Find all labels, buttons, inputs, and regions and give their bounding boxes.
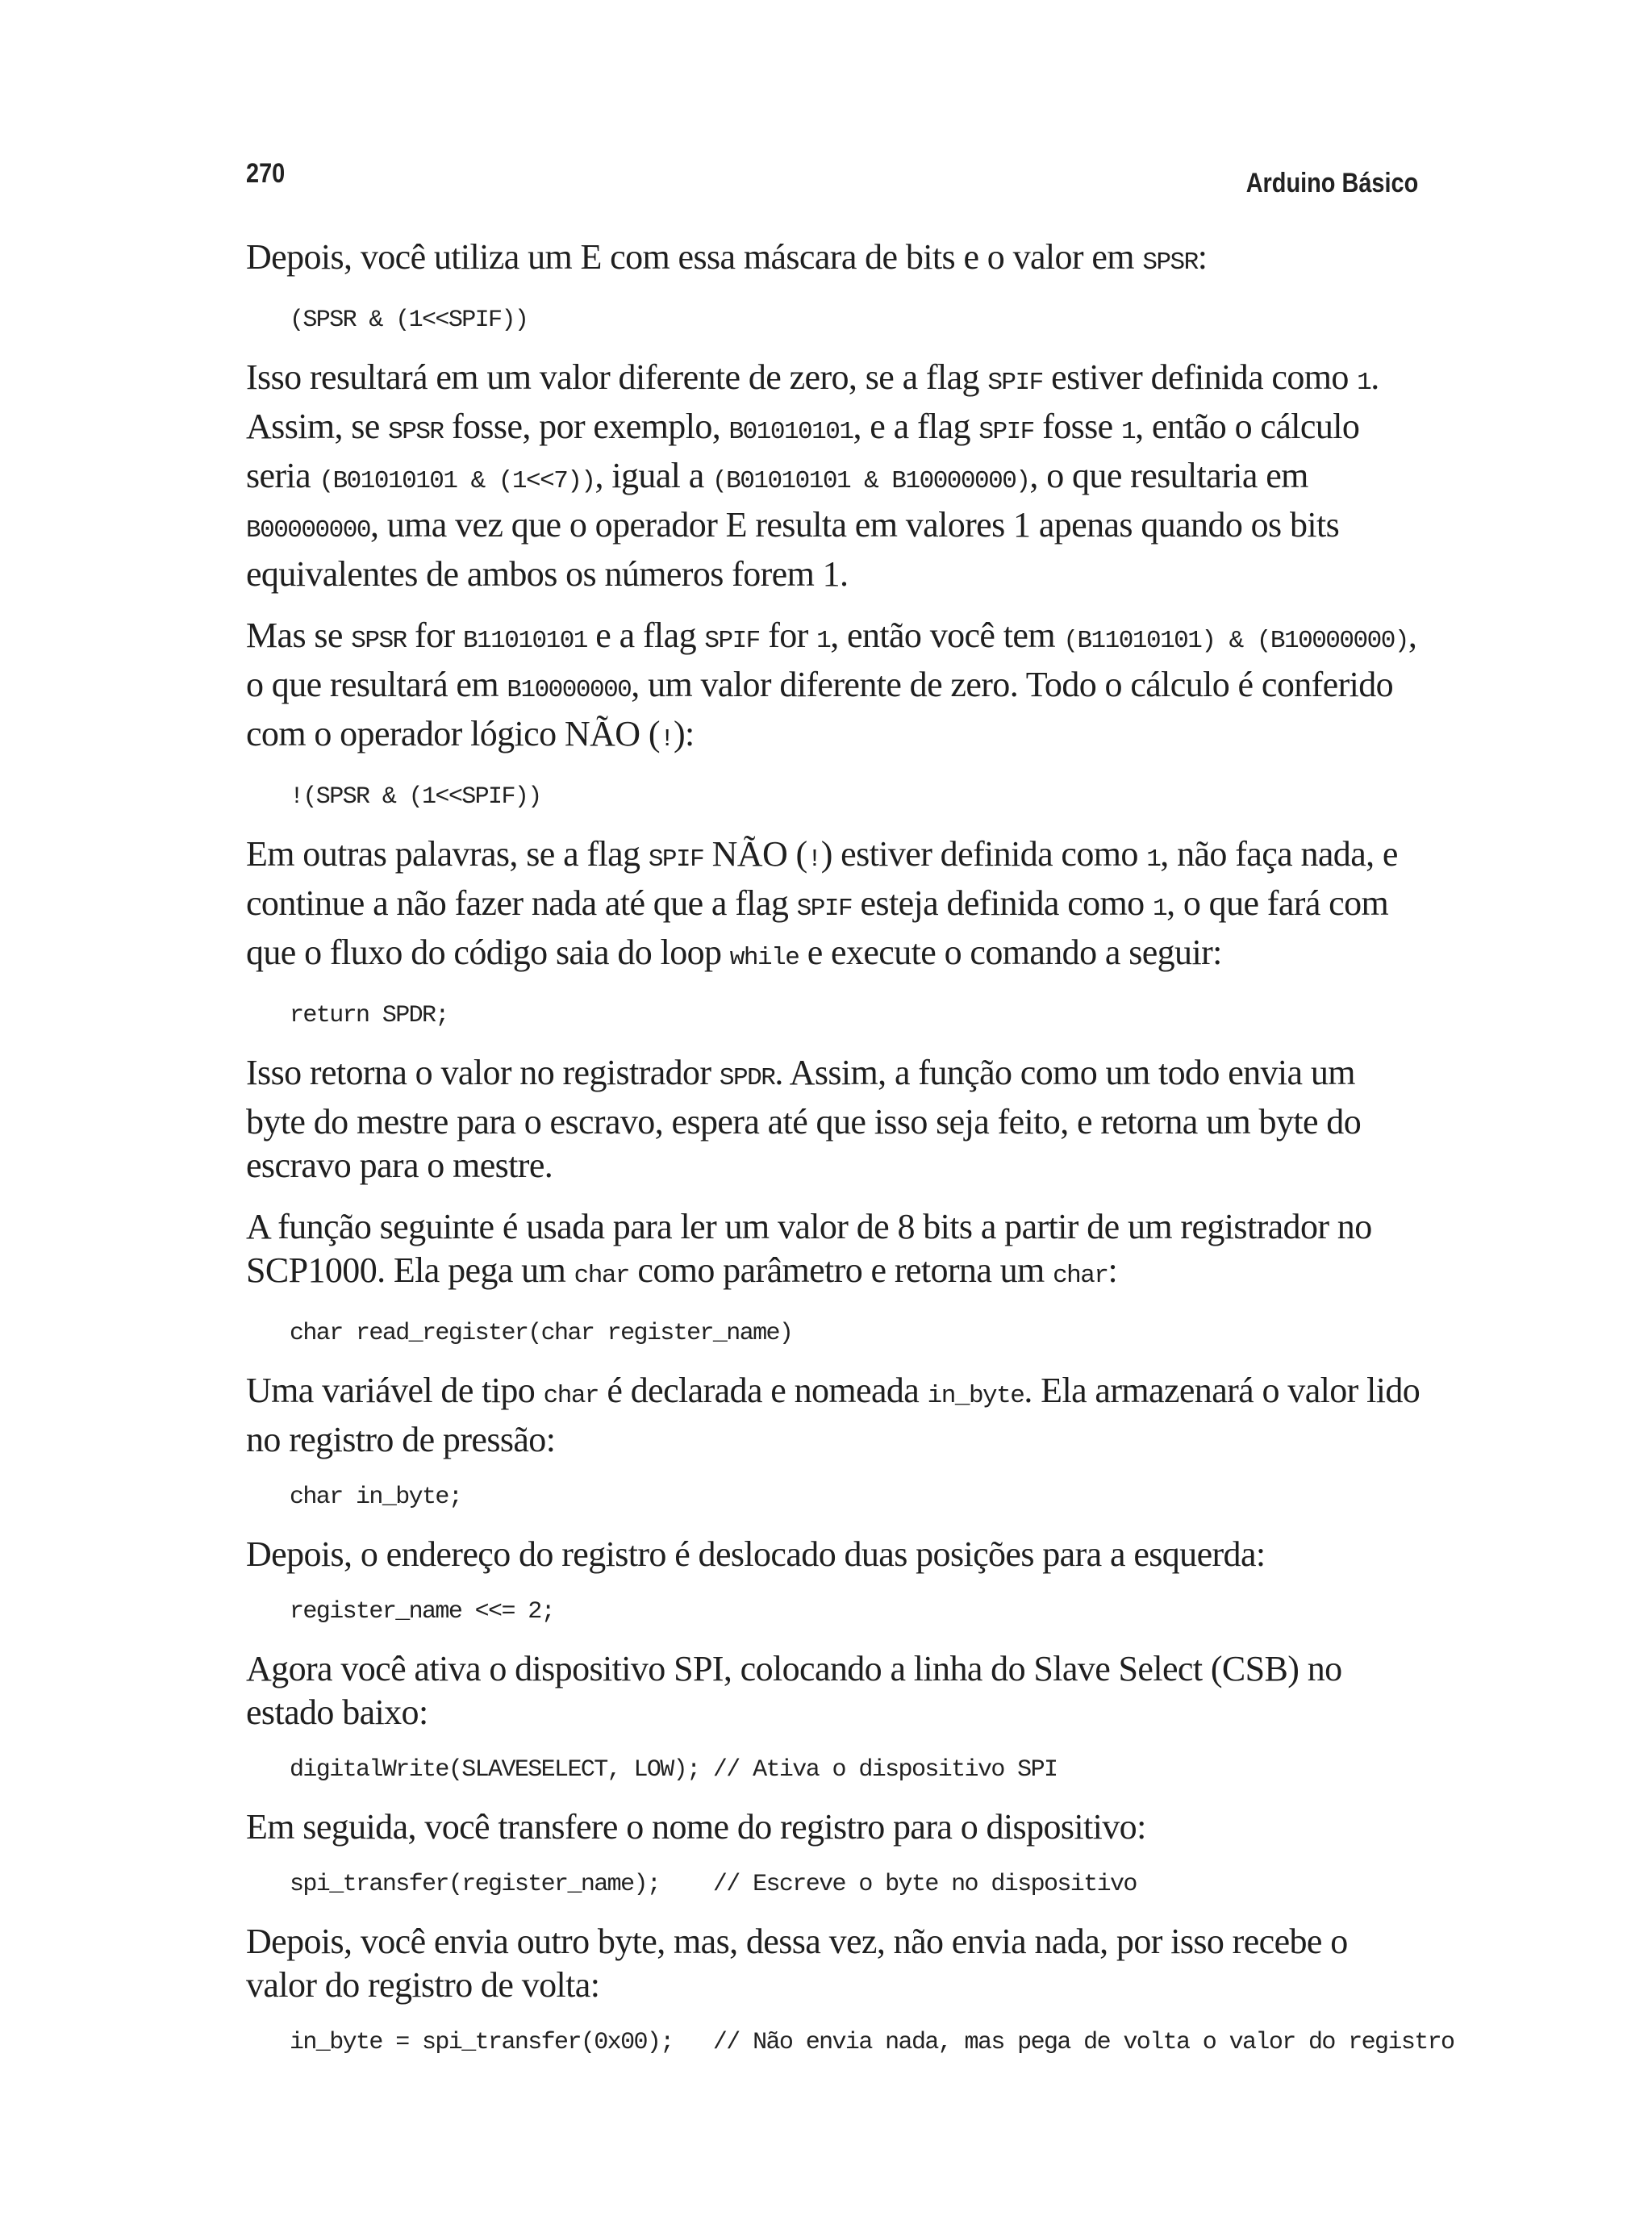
inline-code: char xyxy=(1053,1262,1108,1290)
body-text xyxy=(246,236,1454,2078)
code-line-9: in_byte = spi_transfer(0x00); // Não envia nada, mas pega de volta o valor do registro xyxy=(290,2029,1454,2056)
inline-code: 1 xyxy=(1121,418,1136,446)
code-line-8: spi_transfer(register_name); // Escreve o byte no dispositivo xyxy=(290,1871,1137,1898)
inline-code: SPSR xyxy=(351,627,407,655)
inline-code: char xyxy=(574,1262,630,1290)
paragraph-5: Isso retorna o valor no registrador SPDR. Assim, a função como um todo envia um byte do mestre para o escravo, espera até que isso seja feito, e retorna um byte do escravo para o mestre. xyxy=(246,1053,1362,1185)
code-line-5: char in_byte; xyxy=(290,1484,462,1511)
paragraph-1: Depois, você utiliza um E com essa máscara de bits e o valor em SPSR: xyxy=(246,237,1208,277)
inline-code: B10000000 xyxy=(507,676,632,704)
inline-code: B11010101 xyxy=(462,627,587,655)
running-title: Arduino Básico xyxy=(1245,168,1418,198)
inline-code: ! xyxy=(659,725,674,753)
inline-code: B00000000 xyxy=(246,516,370,545)
inline-code: SPSR xyxy=(388,418,444,446)
inline-code: SPIF xyxy=(987,369,1043,397)
paragraph-2: Isso resultará em um valor diferente de zero, se a flag SPIF estiver definida como 1. Assim, se SPSR fosse, por exemplo, B01010101, e a flag SPIF fosse 1, então o cálculo seria (B01010101 & (1<<7)), igual a (B01010101 & B10000000), o que resultaria em B00000000, uma vez que o operador E resulta em valores 1 apenas quando os bits equivalentes de ambos os números forem 1. xyxy=(246,357,1379,594)
inline-code: SPIF xyxy=(796,895,853,923)
code-line-1: (SPSR & (1<<SPIF)) xyxy=(290,307,528,334)
paragraph-11: Depois, você envia outro byte, mas, dessa vez, não envia nada, por isso recebe o valor do registro de volta: xyxy=(246,1922,1348,2005)
code-line-7: digitalWrite(SLAVESELECT, LOW); // Ativa o dispositivo SPI xyxy=(290,1756,1058,1784)
inline-code: SPIF xyxy=(648,845,704,874)
inline-code: SPIF xyxy=(978,418,1034,446)
inline-code: 1 xyxy=(816,627,831,655)
inline-code: (B01010101 & (1<<7)) xyxy=(319,467,595,495)
inline-code: in_byte xyxy=(927,1382,1024,1410)
paragraph-9: Agora você ativa o dispositivo SPI, colocando a linha do Slave Select (CSB) no estado baixo: xyxy=(246,1649,1342,1732)
inline-code: 1 xyxy=(1357,369,1371,397)
page-number: 270 xyxy=(246,158,286,189)
code-line-6: register_name <<= 2; xyxy=(290,1598,555,1626)
code-line-2: !(SPSR & (1<<SPIF)) xyxy=(290,783,541,811)
inline-code: SPSR xyxy=(1142,248,1198,277)
inline-code: while xyxy=(729,944,799,972)
inline-code: (B01010101 & B10000000) xyxy=(712,467,1030,495)
paragraph-6: A função seguinte é usada para ler um valor de 8 bits a partir de um registrador no SCP1000. Ela pega um char como parâmetro e retorna um char: xyxy=(246,1207,1372,1290)
paragraph-3: Mas se SPSR for B11010101 e a flag SPIF for 1, então você tem (B11010101) & (B10000000), o que resultará em B10000000, um valor diferente de zero. Todo o cálculo é conferido com o operador lógico NÃO (!): xyxy=(246,616,1417,753)
inline-code: SPDR xyxy=(719,1064,775,1092)
inline-code: (B11010101) & (B10000000) xyxy=(1063,627,1408,655)
code-line-4: char read_register(char register_name) xyxy=(290,1320,793,1347)
inline-code: ! xyxy=(807,845,821,874)
code-line-3: return SPDR; xyxy=(290,1002,448,1029)
paragraph-7: Uma variável de tipo char é declarada e nomeada in_byte. Ela armazenará o valor lido no registro de pressão: xyxy=(246,1371,1420,1459)
inline-code: char xyxy=(543,1382,599,1410)
inline-code: 1 xyxy=(1146,845,1161,874)
inline-code: SPIF xyxy=(704,627,760,655)
inline-code: B01010101 xyxy=(728,418,853,446)
paragraph-8: Depois, o endereço do registro é deslocado duas posições para a esquerda: xyxy=(246,1534,1266,1574)
paragraph-10: Em seguida, você transfere o nome do registro para o dispositivo: xyxy=(246,1807,1146,1847)
paragraph-4: Em outras palavras, se a flag SPIF NÃO (!) estiver definida como 1, não faça nada, e continue a não fazer nada até que a flag SPIF esteja definida como 1, o que fará com que o fluxo do código saia do loop while e execute o comando a seguir: xyxy=(246,834,1398,972)
inline-code: 1 xyxy=(1152,895,1167,923)
